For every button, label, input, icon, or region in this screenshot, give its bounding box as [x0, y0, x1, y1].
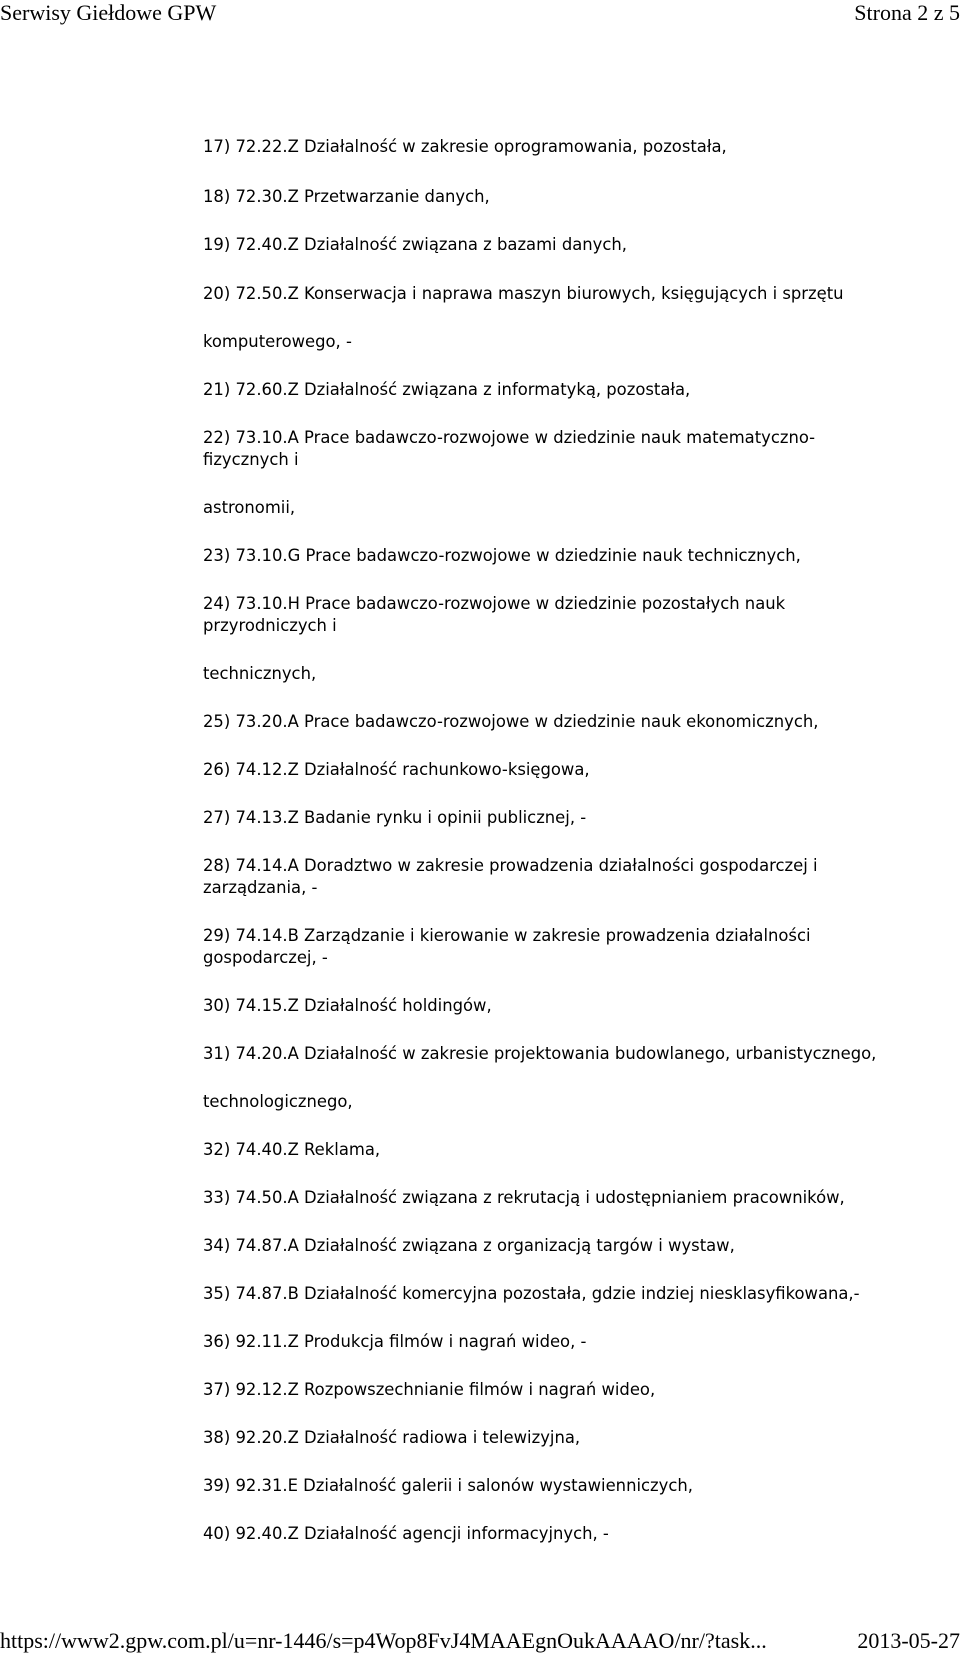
page-header-page-number: Strona 2 z 5 — [854, 0, 960, 25]
list-item: 37) 92.12.Z Rozpowszechnianie filmów i nagrań wideo, — [203, 1380, 656, 1399]
list-item: 21) 72.60.Z Działalność związana z informatyką, pozostała, — [203, 380, 691, 399]
list-item-continuation: gospodarczej, - — [203, 948, 328, 967]
list-item-continuation: komputerowego, - — [203, 332, 352, 351]
list-item: 27) 74.13.Z Badanie rynku i opinii publicznej, - — [203, 808, 587, 827]
list-item-continuation: technicznych, — [203, 664, 317, 683]
list-item-continuation: astronomii, — [203, 498, 296, 517]
list-item: 39) 92.31.E Działalność galerii i salonów wystawienniczych, — [203, 1476, 693, 1495]
list-item: 34) 74.87.A Działalność związana z organizacją targów i wystaw, — [203, 1236, 735, 1255]
list-item-continuation: technologicznego, — [203, 1092, 353, 1111]
list-item: 23) 73.10.G Prace badawczo-rozwojowe w dziedzinie nauk technicznych, — [203, 546, 801, 565]
list-item: 20) 72.50.Z Konserwacja i naprawa maszyn biurowych, księgujących i sprzętu — [203, 284, 844, 303]
list-item: 31) 74.20.A Działalność w zakresie projektowania budowlanego, urbanistycznego, — [203, 1044, 877, 1063]
list-item: 35) 74.87.B Działalność komercyjna pozostała, gdzie indziej niesklasyfikowana,- — [203, 1284, 860, 1303]
page-footer-url: https://www2.gpw.com.pl/u=nr-1446/s=p4Wop8FvJ4MAAEgnOukAAAAO/nr/?task... — [0, 1628, 767, 1653]
list-item: 32) 74.40.Z Reklama, — [203, 1140, 381, 1159]
list-item: 38) 92.20.Z Działalność radiowa i telewizyjna, — [203, 1428, 581, 1447]
list-item-continuation: fizycznych i — [203, 450, 299, 469]
list-item: 29) 74.14.B Zarządzanie i kierowanie w zakresie prowadzenia działalności — [203, 926, 811, 945]
list-item: 28) 74.14.A Doradztwo w zakresie prowadzenia działalności gospodarczej i — [203, 856, 818, 875]
list-item: 22) 73.10.A Prace badawczo-rozwojowe w dziedzinie nauk matematyczno- — [203, 428, 816, 447]
list-item: 26) 74.12.Z Działalność rachunkowo-księgowa, — [203, 760, 590, 779]
list-item: 30) 74.15.Z Działalność holdingów, — [203, 996, 492, 1015]
list-item: 33) 74.50.A Działalność związana z rekrutacją i udostępnianiem pracowników, — [203, 1188, 845, 1207]
page-header-title: Serwisy Giełdowe GPW — [0, 0, 217, 25]
page-footer-date: 2013-05-27 — [857, 1628, 960, 1653]
list-item-continuation: zarządzania, - — [203, 878, 318, 897]
list-item: 25) 73.20.A Prace badawczo-rozwojowe w dziedzinie nauk ekonomicznych, — [203, 712, 819, 731]
list-item: 40) 92.40.Z Działalność agencji informacyjnych, - — [203, 1524, 609, 1543]
list-item: 36) 92.11.Z Produkcja filmów i nagrań wideo, - — [203, 1332, 587, 1351]
list-item: 18) 72.30.Z Przetwarzanie danych, — [203, 187, 490, 206]
list-item: 24) 73.10.H Prace badawczo-rozwojowe w dziedzinie pozostałych nauk — [203, 594, 786, 613]
list-item: 17) 72.22.Z Działalność w zakresie oprogramowania, pozostała, — [203, 137, 727, 156]
list-item: 19) 72.40.Z Działalność związana z bazami danych, — [203, 235, 627, 254]
list-item-continuation: przyrodniczych i — [203, 616, 337, 635]
